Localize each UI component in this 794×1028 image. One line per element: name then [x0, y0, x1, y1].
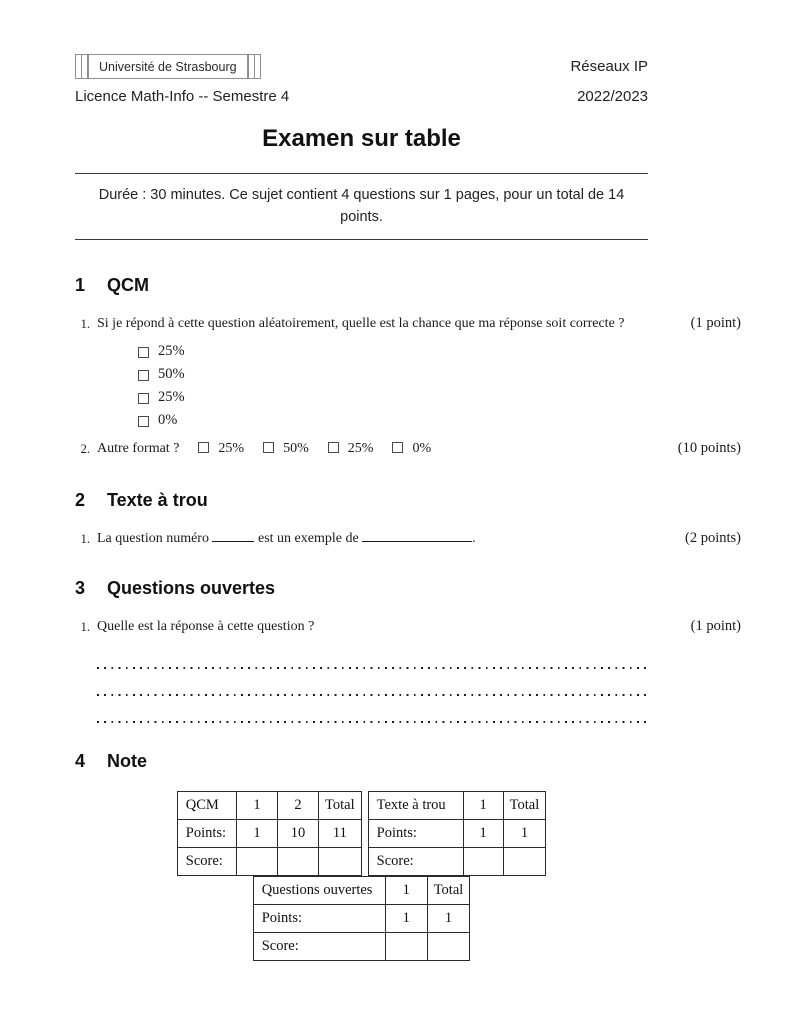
question-text: Quelle est la réponse à cette question ? [97, 619, 315, 634]
qcm-option [263, 441, 309, 456]
option-label: 0% [158, 412, 178, 428]
points-badge: (10 points) [677, 440, 741, 456]
checkbox-icon [138, 370, 149, 381]
fill-in-blank [362, 529, 472, 542]
section-title: Note [107, 751, 147, 771]
checkbox-icon [198, 442, 209, 453]
question-fragment: est un exemple de [257, 531, 359, 546]
qcm-option [138, 340, 648, 363]
score-tables [75, 791, 648, 961]
question-ouverte-1 [75, 616, 741, 638]
dotted-answer-line [97, 694, 648, 696]
table-header-cell: Total [427, 877, 470, 905]
table-header-cell: Total [503, 792, 546, 820]
option-label: 0% [412, 441, 432, 456]
table-cell [463, 848, 503, 876]
course-name: Réseaux IP [570, 58, 648, 75]
score-table-questions-ouvertes [253, 876, 471, 961]
question-text [97, 528, 648, 550]
table-cell [503, 848, 546, 876]
option-label: 50% [158, 366, 185, 382]
question-number: 1. [80, 532, 90, 546]
score-table-texte-a-trou [368, 791, 547, 876]
question-text: Si je répond à cette question aléatoirement, quelle est la chance que ma réponse soit correcte ? [97, 316, 625, 331]
table-cell: Points: [253, 905, 385, 933]
section-number: 1 [75, 275, 86, 295]
program-name: Licence Math-Info -- Semestre 4 [75, 88, 290, 105]
section-number: 4 [75, 751, 86, 771]
table-cell: 1 [385, 905, 427, 933]
table-cell: 1 [427, 905, 470, 933]
score-table-qcm [177, 791, 362, 876]
question-number: 2. [80, 442, 90, 456]
checkbox-icon [263, 442, 274, 453]
points-badge: (2 points) [685, 530, 741, 546]
option-label: 25% [158, 389, 185, 405]
question-number: 1. [80, 620, 90, 634]
qcm-option [138, 409, 648, 432]
qcm-option-list [138, 340, 648, 432]
qcm-option [138, 363, 648, 386]
table-cell [237, 848, 278, 876]
dotted-answer-line [97, 721, 648, 723]
table-header-cell: Texte à trou [368, 792, 463, 820]
table-cell: Score: [368, 848, 463, 876]
table-header-cell: 1 [463, 792, 503, 820]
question-number: 1. [80, 317, 90, 331]
university-logo [75, 54, 261, 79]
divider [75, 239, 648, 240]
table-header-cell: 1 [237, 792, 278, 820]
option-label: 25% [218, 441, 245, 456]
table-header-cell: QCM [177, 792, 236, 820]
qcm-option [198, 441, 244, 456]
divider [75, 173, 648, 174]
option-label: 25% [158, 343, 185, 359]
page-title: Examen sur table [262, 125, 461, 152]
section-title: QCM [107, 275, 149, 295]
question-fragment: . [472, 531, 476, 546]
document-header [75, 54, 648, 79]
table-cell [385, 933, 427, 961]
table-cell: 1 [463, 820, 503, 848]
checkbox-icon [138, 416, 149, 427]
section-heading-texte-a-trou [75, 490, 648, 511]
question-qcm-2 [75, 438, 741, 460]
table-cell [427, 933, 470, 961]
academic-year: 2022/2023 [577, 88, 648, 105]
qcm-option [392, 441, 431, 456]
points-badge: (1 point) [690, 315, 741, 331]
table-header-cell: Total [319, 792, 362, 820]
checkbox-icon [138, 393, 149, 404]
question-trou-1 [75, 528, 741, 550]
dotted-answer-line [97, 667, 648, 669]
option-label: 50% [283, 441, 309, 456]
table-cell: 11 [319, 820, 362, 848]
section-number: 2 [75, 490, 86, 510]
checkbox-icon [392, 442, 403, 453]
qcm-option [138, 386, 648, 409]
option-label: 25% [347, 441, 374, 456]
table-header-cell: 2 [278, 792, 319, 820]
table-header-cell: 1 [385, 877, 427, 905]
table-cell: Score: [253, 933, 385, 961]
checkbox-icon [328, 442, 339, 453]
document-subheader [75, 88, 648, 105]
table-cell: 10 [278, 820, 319, 848]
table-cell: Score: [177, 848, 236, 876]
exam-instructions: Durée : 30 minutes. Ce sujet contient 4 questions sur 1 pages, pour un total de 14 points. [98, 187, 625, 225]
question-text [97, 438, 648, 460]
table-cell: Points: [368, 820, 463, 848]
section-heading-note [75, 751, 648, 772]
university-name: Université de Strasbourg [88, 55, 248, 78]
table-cell: Points: [177, 820, 236, 848]
points-badge: (1 point) [690, 618, 741, 634]
section-title: Questions ouvertes [107, 578, 276, 598]
section-number: 3 [75, 578, 86, 598]
table-cell [278, 848, 319, 876]
question-qcm-1 [75, 313, 741, 335]
section-heading-questions-ouvertes [75, 578, 648, 599]
fill-in-blank [212, 529, 254, 542]
table-cell: 1 [503, 820, 546, 848]
logo-stripe-icon [254, 55, 260, 78]
table-cell [319, 848, 362, 876]
answer-area [97, 667, 648, 723]
qcm-option [328, 441, 374, 456]
question-label: Autre format ? [97, 441, 180, 456]
section-title: Texte à trou [107, 490, 208, 510]
checkbox-icon [138, 347, 149, 358]
question-fragment: La question numéro [97, 531, 209, 546]
table-header-cell: Questions ouvertes [253, 877, 385, 905]
table-cell: 1 [237, 820, 278, 848]
section-heading-qcm [75, 275, 648, 296]
